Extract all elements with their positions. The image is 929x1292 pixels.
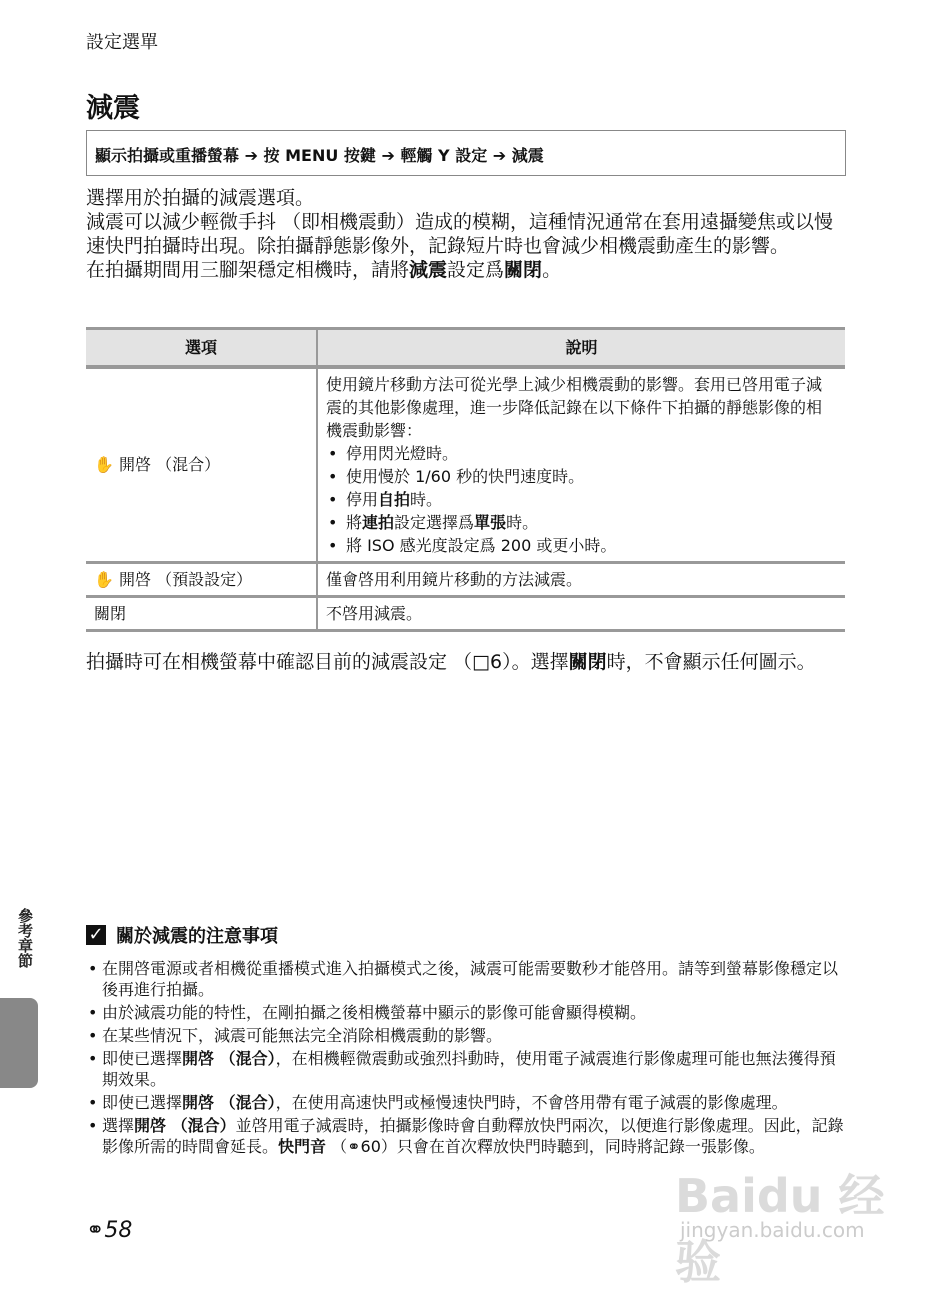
description: 不啓用減震。 <box>317 596 845 630</box>
list-item: • 將 ISO 感光度設定爲 200 或更小時。 <box>326 534 837 557</box>
page-number: ⚭58 <box>86 1218 133 1243</box>
column-header: 選項 <box>86 329 317 367</box>
vr-normal-icon: ✋ <box>94 569 114 589</box>
text: 時。 <box>410 489 443 509</box>
intro-text <box>86 186 846 282</box>
text: ）。選擇 <box>502 651 569 673</box>
heading-text: 關於減震的注意事項 <box>116 926 278 947</box>
table-row <box>86 367 845 563</box>
text: ，在使用高速快門或極慢速快門時，不會啓用帶有電子減震的影像處理。 <box>275 1093 788 1112</box>
description: 僅會啓用利用鏡片移動的方法減震。 <box>317 562 845 596</box>
bold-term: 關閉 <box>504 259 543 281</box>
paragraph <box>86 650 846 674</box>
option-label: 開啓 （混合） <box>119 455 221 474</box>
text: 。 <box>542 259 562 281</box>
bold-term: 減震 <box>409 259 448 281</box>
check-icon: ✓ <box>86 925 106 945</box>
text: 將 <box>346 512 363 532</box>
list-item <box>86 1048 846 1090</box>
watermark-url: jingyan.baidu.com <box>680 1218 865 1242</box>
description: 使用鏡片移動方法可從光學上減少相機震動的影響。套用已啓用電子減震的其他影像處理，進一步降低記錄在以下條件下拍攝的靜態影像的相機震動影響： <box>326 374 823 440</box>
watermark-logo: Baidu 经验 <box>675 1169 885 1289</box>
notes-heading <box>86 922 278 948</box>
column-header: 說明 <box>317 329 845 367</box>
text: 時。 <box>506 512 539 532</box>
option-label: 開啓 （預設設定） <box>119 569 253 589</box>
text: 即使已選擇 <box>102 1093 183 1112</box>
list-item <box>326 511 837 534</box>
page-title: 減震 <box>86 93 140 124</box>
table-row <box>86 562 845 596</box>
list-item <box>326 488 837 511</box>
book-reference-icon: □6 <box>472 651 503 673</box>
list-item: • 使用慢於 1/60 秒的快門速度時。 <box>326 465 837 488</box>
text: 選擇 <box>102 1116 135 1135</box>
text: 拍攝時可在相機螢幕中確認目前的減震設定 （ <box>86 651 473 673</box>
list-item: • 由於減震功能的特性，在剛拍攝之後相機螢幕中顯示的影像可能會顯得模糊。 <box>86 1002 846 1023</box>
bold-term: 自拍 <box>378 489 411 509</box>
list-item <box>86 1115 846 1157</box>
chapter-side-label: 參考章節 <box>16 908 34 968</box>
text: ，在相機輕微震動或強烈抖動時，使用電子減震進行影像處理可能也無法獲得預期效果。 <box>102 1049 836 1089</box>
bold-term: 開啓 （混合） <box>182 1093 276 1112</box>
navigation-path-box <box>86 130 846 176</box>
vr-hybrid-icon: ✋ <box>94 455 114 474</box>
text: 設定爲 <box>447 259 505 281</box>
paragraph: 選擇用於拍攝的減震選項。 <box>86 187 315 209</box>
bold-term: 關閉 <box>568 651 607 673</box>
section-header: 設定選單 <box>86 32 158 53</box>
bold-term: 開啓 （混合） <box>134 1116 236 1135</box>
list-item: • 在某些情況下，減震可能無法完全消除相機震動的影響。 <box>86 1025 846 1046</box>
list-item: • 停用閃光燈時。 <box>326 442 837 465</box>
conditions-list <box>326 442 837 557</box>
bold-term: 快門音 <box>278 1137 327 1156</box>
text: 即使已選擇 <box>102 1049 183 1068</box>
options-table <box>86 327 845 632</box>
text: 時，不會顯示任何圖示。 <box>606 651 816 673</box>
text: 並啓用電子減震時，拍攝影像時會自動釋放快門兩次，以便進行影像處理。因此，記錄影像所需的時間會延長。 <box>102 1116 844 1156</box>
text: 設定選擇爲 <box>394 512 475 532</box>
bold-term: 連拍 <box>362 512 395 532</box>
wrench-icon: Y <box>438 146 450 165</box>
paragraph: 減震可以減少輕微手抖 （即相機震動）造成的模糊，這種情況通常在套用遠攝變焦或以慢速快門拍攝時出現。除拍攝靜態影像外，記錄短片時也會減少相機震動產生的影響。 <box>86 211 834 257</box>
text: （⚭60）只會在首次釋放快門時聽到，同時將記錄一張影像。 <box>326 1137 765 1156</box>
bold-term: 開啓 （混合） <box>182 1049 276 1068</box>
option-label: 關閉 <box>86 596 317 630</box>
bold-term: 單張 <box>474 512 507 532</box>
chapter-tab <box>0 998 38 1088</box>
paragraph <box>86 258 846 282</box>
notes-list <box>86 958 846 1159</box>
list-item: • 在開啓電源或者相機從重播模式進入拍攝模式之後，減震可能需要數秒才能啓用。請等到螢幕影像穩定以後再進行拍攝。 <box>86 958 846 1000</box>
nav-text: 設定 ➔ 減震 <box>449 146 544 165</box>
table-row <box>86 596 845 630</box>
text: 在拍攝期間用三腳架穩定相機時，請將 <box>86 259 410 281</box>
list-item <box>86 1092 846 1113</box>
nav-text: 顯示拍攝或重播螢幕 ➔ 按 MENU 按鍵 ➔ 輕觸 <box>95 146 439 165</box>
text: 停用 <box>346 489 379 509</box>
